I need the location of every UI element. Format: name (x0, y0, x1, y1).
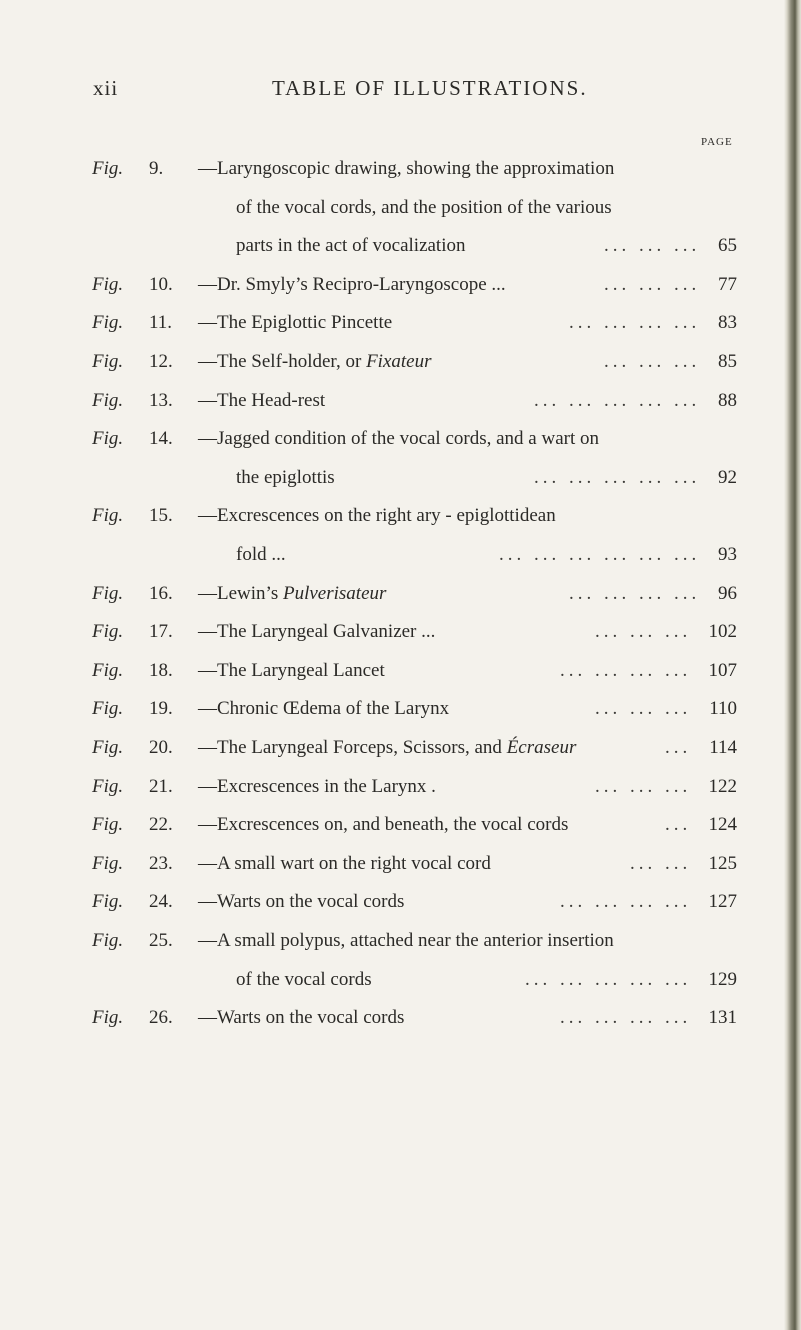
figure-caption (198, 270, 506, 300)
figure-caption (198, 656, 385, 686)
entry-line (0, 540, 784, 570)
page-header (0, 76, 784, 106)
figure-number: 18. (149, 659, 173, 681)
figure-caption (198, 810, 568, 840)
page-reference: 96 (718, 582, 737, 604)
entry-line (0, 347, 784, 377)
caption-text: —The Laryngeal Galvanizer ... (198, 621, 436, 643)
caption-text: —Dr. Smyly’s Recipro-Laryngoscope ... (198, 273, 506, 295)
entry-line (0, 501, 784, 531)
dot-leader: ... ... ... ... ... ... (499, 544, 701, 565)
figure-number: 13. (149, 389, 173, 411)
figure-caption (198, 1003, 404, 1033)
figure-caption (198, 772, 436, 802)
fig-label: Fig. (92, 930, 124, 951)
dot-leader: ... ... (630, 852, 692, 874)
page-number: xii (93, 76, 119, 100)
caption-text: —The Laryngeal Forceps, Scissors, and (198, 737, 507, 758)
figure-caption (236, 965, 372, 995)
entry-line (0, 733, 784, 763)
entry-line (0, 772, 784, 802)
page-reference: 110 (709, 698, 737, 720)
dot-leader: ... ... ... ... ... (525, 968, 692, 990)
caption-text: —A small polypus, attached near the anterior insertion (198, 930, 614, 951)
figure-caption (198, 154, 614, 184)
fig-label: Fig. (92, 814, 124, 836)
fig-label: Fig. (92, 158, 124, 179)
entry-line (0, 308, 784, 338)
dot-leader: ... ... ... ... (569, 312, 701, 334)
figure-caption (198, 579, 386, 609)
figure-number: 16. (149, 582, 173, 604)
dot-leader: ... ... ... ... (560, 659, 692, 681)
page-reference: 85 (718, 351, 737, 372)
entry-line (0, 463, 784, 493)
dot-leader: ... ... ... ... (560, 891, 692, 913)
caption-italic-term: Écraseur (506, 737, 577, 758)
figure-number: 15. (149, 505, 173, 527)
fig-label: Fig. (92, 852, 124, 874)
figure-number: 9. (149, 158, 164, 179)
caption-text: —Excrescences on, and beneath, the vocal cords (198, 814, 569, 836)
dot-leader: ... ... ... ... ... (534, 466, 701, 488)
entry-line (0, 154, 784, 184)
caption-text: —Excrescences on the right ary - epiglottidean (198, 505, 556, 527)
figure-number: 10. (149, 273, 173, 295)
entry-line (0, 656, 784, 686)
figure-number: 19. (149, 698, 173, 720)
dot-leader: ... ... ... (604, 351, 701, 372)
figure-caption (198, 501, 556, 531)
figure-number: 22. (149, 814, 173, 836)
fig-label: Fig. (92, 273, 124, 295)
caption-text: of the vocal cords (236, 968, 372, 990)
page-reference: 114 (709, 737, 737, 758)
caption-text: of the vocal cords, and the position of the various (236, 196, 612, 218)
page-reference: 83 (718, 312, 737, 334)
page-reference: 129 (708, 968, 737, 990)
fig-label: Fig. (92, 312, 124, 334)
figure-number: 17. (149, 621, 173, 643)
dot-leader: ... (665, 814, 692, 836)
entry-line (0, 926, 784, 956)
entry-line (0, 887, 784, 917)
fig-label: Fig. (92, 891, 124, 913)
page-spine-shadow (784, 0, 801, 1330)
figure-caption (236, 463, 335, 493)
fig-label: Fig. (92, 659, 124, 681)
fig-label: Fig. (92, 428, 124, 450)
entry-line (0, 424, 784, 454)
caption-text: —Warts on the vocal cords (198, 1007, 405, 1029)
page-reference: 124 (708, 814, 737, 836)
entry-line (0, 193, 784, 223)
figure-caption (236, 540, 286, 570)
entry-line (0, 579, 784, 609)
caption-italic-term: Pulverisateur (282, 582, 387, 604)
caption-text: —Lewin’s (198, 582, 283, 604)
fig-label: Fig. (92, 1007, 124, 1029)
figure-caption (198, 424, 599, 454)
figure-number: 25. (149, 930, 173, 951)
page-reference: 102 (708, 621, 737, 643)
page-reference: 77 (718, 273, 737, 295)
figure-number: 11. (149, 312, 173, 334)
entry-line (0, 810, 784, 840)
entry-line (0, 270, 784, 300)
page-reference: 65 (718, 235, 737, 257)
entry-line (0, 231, 784, 261)
figure-caption (236, 193, 612, 223)
caption-text: —The Laryngeal Lancet (198, 659, 385, 681)
figure-caption (198, 347, 432, 377)
figure-number: 23. (149, 852, 173, 874)
fig-label: Fig. (92, 505, 124, 527)
caption-text: —The Epiglottic Pincette (198, 312, 393, 334)
figure-caption (198, 386, 325, 416)
figure-caption (236, 231, 466, 261)
fig-label: Fig. (92, 621, 124, 643)
dot-leader: ... ... ... (604, 273, 701, 295)
fig-label: Fig. (92, 582, 124, 604)
dot-leader: ... ... ... ... (560, 1007, 692, 1029)
entry-line (0, 694, 784, 724)
figure-caption (198, 733, 576, 763)
caption-text: —Warts on the vocal cords (198, 891, 405, 913)
figure-number: 26. (149, 1007, 173, 1029)
figure-number: 21. (149, 775, 173, 797)
page-reference: 131 (708, 1007, 737, 1029)
figure-caption (198, 926, 614, 956)
figure-number: 20. (149, 737, 173, 758)
figure-number: 24. (149, 891, 173, 913)
entry-line (0, 617, 784, 647)
caption-text: parts in the act of vocalization (236, 235, 466, 257)
caption-text: —Chronic Œdema of the Larynx (198, 698, 450, 720)
caption-text: —A small wart on the right vocal cord (198, 852, 491, 874)
entry-line (0, 1003, 784, 1033)
figure-caption (198, 694, 449, 724)
caption-text: —The Head-rest (198, 389, 326, 411)
caption-text: —Excrescences in the Larynx . (198, 775, 436, 797)
fig-label: Fig. (92, 389, 124, 411)
figure-caption (198, 849, 491, 879)
dot-leader: ... ... ... (595, 775, 692, 797)
dot-leader: ... (665, 737, 692, 758)
page-reference: 107 (708, 659, 737, 681)
dot-leader: ... ... ... (604, 235, 701, 257)
entry-line (0, 849, 784, 879)
figure-caption (198, 617, 435, 647)
page-column-label: PAGE (701, 136, 733, 148)
fig-label: Fig. (92, 351, 124, 372)
dot-leader: ... ... ... (595, 698, 692, 720)
caption-text: —The Self-holder, or (198, 351, 367, 372)
figure-caption (198, 887, 404, 917)
caption-italic-term: Fixateur (366, 351, 432, 372)
page-reference: 122 (708, 775, 737, 797)
fig-label: Fig. (92, 698, 124, 720)
fig-label: Fig. (92, 775, 124, 797)
page-reference: 127 (708, 891, 737, 913)
caption-text: —Laryngoscopic drawing, showing the approximation (198, 158, 615, 179)
figure-number: 14. (149, 428, 173, 450)
page-reference: 92 (718, 466, 737, 488)
caption-text: the epiglottis (236, 466, 335, 488)
caption-text: fold ... (236, 544, 286, 565)
dot-leader: ... ... ... ... (569, 582, 701, 604)
dot-leader: ... ... ... ... ... (534, 389, 701, 411)
caption-text: —Jagged condition of the vocal cords, and a wart on (198, 428, 599, 450)
figure-caption (198, 308, 392, 338)
page-reference: 93 (718, 544, 737, 565)
figure-number: 12. (149, 351, 173, 372)
running-title: TABLE OF ILLUSTRATIONS. (272, 76, 588, 100)
entry-line (0, 965, 784, 995)
dot-leader: ... ... ... (595, 621, 692, 643)
fig-label: Fig. (92, 737, 124, 758)
page-reference: 88 (718, 389, 737, 411)
page-reference: 125 (708, 852, 737, 874)
entry-line (0, 386, 784, 416)
